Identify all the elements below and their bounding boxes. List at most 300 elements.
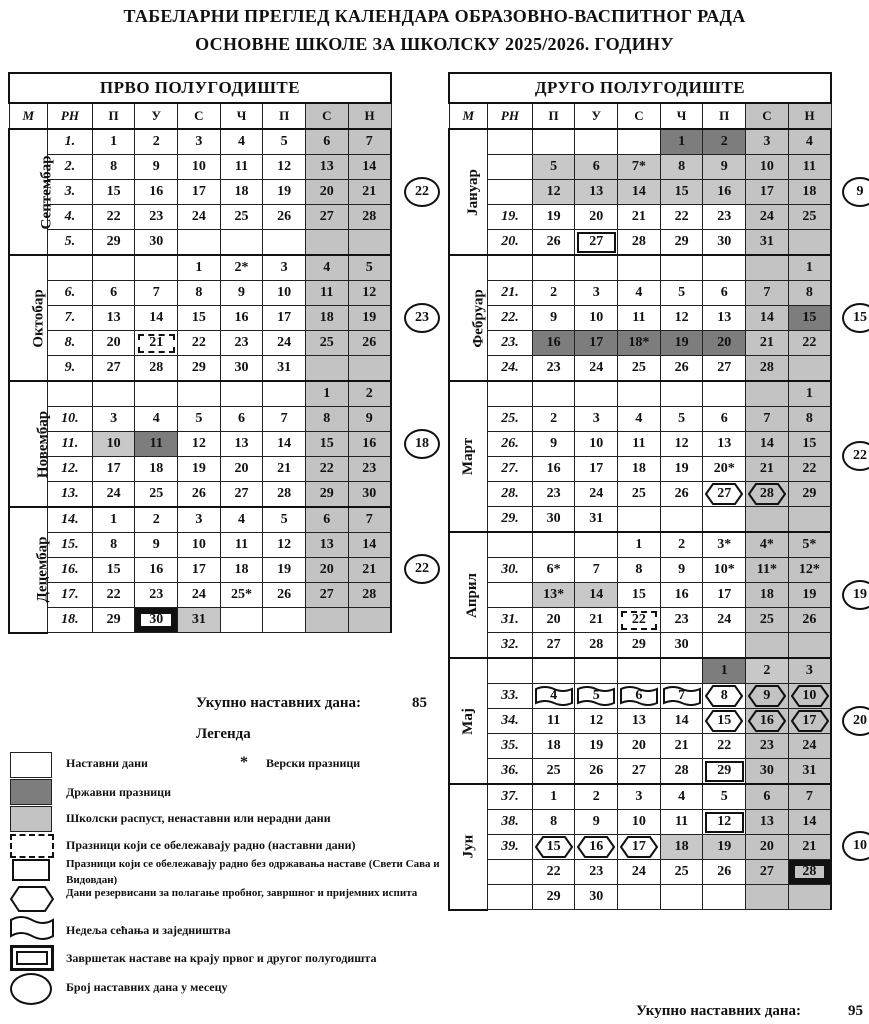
- week-row: [9, 129, 391, 155]
- day-cell: [178, 331, 221, 356]
- day-cell: [532, 129, 575, 155]
- day-number: 11: [632, 436, 646, 451]
- month-day-count: 18: [404, 429, 440, 459]
- day-number: 20: [319, 184, 334, 199]
- day-number: 22: [802, 335, 817, 350]
- day-number: 25*: [230, 587, 252, 602]
- day-number: 25: [759, 612, 774, 627]
- col-header-day: Н: [788, 103, 831, 129]
- week-row: [449, 381, 831, 407]
- week-number: 33.: [488, 684, 533, 709]
- day-number: 25: [674, 864, 689, 879]
- week-number: 32.: [488, 633, 533, 659]
- day-cell: [575, 784, 618, 810]
- day-cell: [135, 432, 178, 457]
- day-number: 4: [237, 512, 245, 527]
- day-number: 23: [674, 612, 689, 627]
- day-number: 8: [805, 411, 813, 426]
- day-cell: [575, 558, 618, 583]
- week-row: [449, 810, 831, 835]
- day-cell: [618, 281, 661, 306]
- day-number: 5: [592, 688, 600, 703]
- col-header-day: С: [618, 103, 661, 129]
- week-row: [9, 432, 391, 457]
- day-cell: [788, 230, 831, 256]
- day-number: 12: [277, 159, 292, 174]
- day-cell: [746, 306, 789, 331]
- day-cell: [788, 180, 831, 205]
- day-number: 18: [631, 461, 646, 476]
- day-number: 25: [631, 360, 646, 375]
- day-cell: [92, 457, 135, 482]
- day-cell: [220, 533, 263, 558]
- week-number: [488, 180, 533, 205]
- day-cell: [788, 583, 831, 608]
- day-cell: [305, 482, 348, 508]
- day-cell: [532, 457, 575, 482]
- day-number: 27: [631, 763, 646, 778]
- day-number: 22: [546, 864, 561, 879]
- day-cell: [263, 281, 306, 306]
- week-number: [488, 155, 533, 180]
- day-cell: [305, 533, 348, 558]
- day-cell: [788, 205, 831, 230]
- day-number: 5: [280, 512, 288, 527]
- day-cell: [746, 532, 789, 558]
- day-number: 13: [319, 159, 334, 174]
- day-cell: [305, 507, 348, 533]
- day-number: 31: [191, 612, 206, 627]
- day-number: 10: [589, 310, 604, 325]
- day-cell: [703, 684, 746, 709]
- week-row: [9, 230, 391, 256]
- day-cell: [135, 155, 178, 180]
- day-cell: [348, 331, 391, 356]
- day-number: 28: [759, 360, 774, 375]
- day-cell: [348, 482, 391, 508]
- day-number: 24: [759, 209, 774, 224]
- day-number: 23: [546, 360, 561, 375]
- day-cell: [220, 457, 263, 482]
- legend-swatch-teaching: [10, 752, 52, 778]
- day-number: 27: [759, 864, 774, 879]
- day-cell: [135, 331, 178, 356]
- day-cell: [575, 709, 618, 734]
- week-number: 17.: [48, 583, 93, 608]
- day-cell: [618, 306, 661, 331]
- day-cell: [746, 255, 789, 281]
- day-cell: [305, 432, 348, 457]
- month-day-count: 20: [842, 706, 869, 736]
- day-number: 2: [720, 134, 728, 149]
- day-cell: [348, 306, 391, 331]
- week-row: [449, 432, 831, 457]
- day-cell: [618, 784, 661, 810]
- week-number: [488, 255, 533, 281]
- legend-state-holiday: Државни празници: [66, 785, 172, 799]
- day-cell: [575, 356, 618, 382]
- month-name: Април: [463, 572, 480, 618]
- month-name: Новембар: [35, 410, 52, 478]
- day-cell: [348, 507, 391, 533]
- month-name: Фебруар: [470, 288, 487, 348]
- day-number: 21: [674, 738, 689, 753]
- day-number: 4: [678, 789, 686, 804]
- week-number: [48, 381, 93, 407]
- day-cell: [263, 381, 306, 407]
- col-header-day: С: [178, 103, 221, 129]
- legend-teaching: Наставни дани: [66, 756, 148, 770]
- day-cell: [263, 558, 306, 583]
- day-cell: [660, 155, 703, 180]
- day-cell: [263, 482, 306, 508]
- day-cell: [532, 633, 575, 659]
- day-cell: [746, 180, 789, 205]
- day-cell: [660, 633, 703, 659]
- day-number: 29: [106, 612, 121, 627]
- day-number: 7: [763, 411, 771, 426]
- day-cell: [618, 432, 661, 457]
- first-semester-heading: ПРВО ПОЛУГОДИШТЕ: [9, 73, 391, 103]
- day-cell: [703, 432, 746, 457]
- day-cell: [263, 129, 306, 155]
- day-number: 3*: [717, 537, 732, 552]
- week-row: [9, 457, 391, 482]
- day-cell: [575, 633, 618, 659]
- day-cell: [305, 306, 348, 331]
- day-number: 28: [149, 360, 164, 375]
- day-cell: [575, 734, 618, 759]
- day-cell: [618, 407, 661, 432]
- day-number: 13: [589, 184, 604, 199]
- day-cell: [305, 180, 348, 205]
- month-label: [9, 381, 52, 507]
- week-row: [9, 407, 391, 432]
- day-number: 6: [323, 512, 331, 527]
- day-cell: [532, 835, 575, 860]
- day-cell: [660, 381, 703, 407]
- day-cell: [220, 482, 263, 508]
- day-number: 22: [191, 335, 206, 350]
- day-cell: [348, 180, 391, 205]
- day-cell: [746, 230, 789, 256]
- day-number: 1: [635, 537, 643, 552]
- day-cell: [618, 507, 661, 533]
- week-number: [488, 532, 533, 558]
- day-cell: [660, 885, 703, 910]
- day-number: 30: [234, 360, 249, 375]
- day-cell: [618, 558, 661, 583]
- day-number: 30: [362, 486, 377, 501]
- week-row: [9, 558, 391, 583]
- day-number: 4: [237, 134, 245, 149]
- day-cell: [532, 608, 575, 633]
- day-cell: [178, 482, 221, 508]
- day-cell: [532, 381, 575, 407]
- day-cell: [660, 608, 703, 633]
- day-number: 23: [589, 864, 604, 879]
- day-number: 15: [319, 436, 334, 451]
- week-number: 13.: [48, 482, 93, 508]
- day-cell: [348, 129, 391, 155]
- day-cell: [220, 432, 263, 457]
- day-number: 8: [195, 285, 203, 300]
- day-cell: [575, 306, 618, 331]
- day-cell: [220, 230, 263, 256]
- day-cell: [305, 230, 348, 256]
- day-cell: [220, 356, 263, 382]
- day-cell: [178, 255, 221, 281]
- day-cell: [746, 407, 789, 432]
- day-cell: [575, 885, 618, 910]
- day-cell: [660, 230, 703, 256]
- day-number: 21: [277, 461, 292, 476]
- week-row: [9, 533, 391, 558]
- day-number: 25: [546, 763, 561, 778]
- month-name: Мај: [460, 707, 477, 735]
- day-number: 2: [763, 663, 771, 678]
- day-number: 9: [365, 411, 373, 426]
- day-cell: [703, 633, 746, 659]
- day-number: 12: [546, 184, 561, 199]
- day-cell: [660, 835, 703, 860]
- day-cell: [575, 457, 618, 482]
- day-cell: [92, 281, 135, 306]
- day-cell: [305, 205, 348, 230]
- day-number: 19: [802, 587, 817, 602]
- day-number: 23: [362, 461, 377, 476]
- day-cell: [703, 255, 746, 281]
- day-number: 10: [106, 436, 121, 451]
- day-cell: [660, 306, 703, 331]
- day-number: 1: [720, 663, 728, 678]
- day-number: 3: [195, 512, 203, 527]
- day-number: 11: [320, 285, 334, 300]
- week-number: 4.: [48, 205, 93, 230]
- day-number: 20: [759, 839, 774, 854]
- legend-wave-icon: [10, 914, 54, 942]
- day-cell: [746, 507, 789, 533]
- day-cell: [305, 255, 348, 281]
- day-cell: [703, 457, 746, 482]
- day-cell: [220, 583, 263, 608]
- day-number: 6: [720, 411, 728, 426]
- day-cell: [135, 306, 178, 331]
- day-cell: [703, 734, 746, 759]
- day-number: 3: [195, 134, 203, 149]
- day-cell: [135, 533, 178, 558]
- day-number: 23: [759, 738, 774, 753]
- day-number: 21: [759, 461, 774, 476]
- week-row: [449, 709, 831, 734]
- day-cell: [703, 331, 746, 356]
- day-number: 13*: [543, 587, 565, 602]
- day-number: 10: [191, 537, 206, 552]
- day-cell: [92, 356, 135, 382]
- week-row: [9, 180, 391, 205]
- day-cell: [263, 583, 306, 608]
- day-number: 9: [237, 285, 245, 300]
- day-number: 10: [802, 688, 817, 703]
- month-name: Октобар: [30, 288, 47, 348]
- day-number: 11: [632, 310, 646, 325]
- week-number: 24.: [488, 356, 533, 382]
- day-number: 19: [362, 310, 377, 325]
- day-cell: [788, 633, 831, 659]
- week-row: [449, 180, 831, 205]
- day-number: 22: [106, 209, 121, 224]
- day-number: 9: [678, 562, 686, 577]
- day-cell: [348, 356, 391, 382]
- day-cell: [532, 281, 575, 306]
- week-row: [449, 658, 831, 684]
- month-label: [449, 381, 488, 532]
- day-cell: [618, 860, 661, 885]
- day-cell: [92, 482, 135, 508]
- day-cell: [660, 507, 703, 533]
- day-number: 23: [546, 486, 561, 501]
- day-number: 25: [319, 335, 334, 350]
- second-semester-table: [448, 72, 832, 911]
- day-cell: [660, 356, 703, 382]
- day-cell: [532, 407, 575, 432]
- day-cell: [135, 558, 178, 583]
- day-number: 18: [546, 738, 561, 753]
- day-cell: [92, 155, 135, 180]
- day-number: 31: [277, 360, 292, 375]
- day-cell: [703, 784, 746, 810]
- week-number: [488, 129, 533, 155]
- day-number: 27: [546, 637, 561, 652]
- day-cell: [788, 356, 831, 382]
- day-number: 4: [805, 134, 813, 149]
- day-number: 18: [234, 562, 249, 577]
- day-number: 28: [759, 486, 774, 501]
- day-number: 2: [365, 386, 373, 401]
- day-cell: [746, 583, 789, 608]
- day-number: 8: [678, 159, 686, 174]
- day-number: 30: [759, 763, 774, 778]
- day-cell: [305, 381, 348, 407]
- week-row: [449, 885, 831, 910]
- day-cell: [618, 381, 661, 407]
- day-number: 7: [365, 134, 373, 149]
- day-cell: [135, 583, 178, 608]
- day-cell: [575, 482, 618, 507]
- week-number: 28.: [488, 482, 533, 507]
- day-number: 24: [589, 486, 604, 501]
- day-cell: [305, 407, 348, 432]
- week-number: 5.: [48, 230, 93, 256]
- day-number: 18*: [628, 335, 650, 350]
- week-row: [449, 558, 831, 583]
- week-number: 37.: [488, 784, 533, 810]
- col-header-week-number: РН: [48, 103, 93, 129]
- week-row: [9, 583, 391, 608]
- week-number: 34.: [488, 709, 533, 734]
- day-number: 30: [149, 612, 164, 627]
- day-cell: [178, 281, 221, 306]
- day-number: 7: [763, 285, 771, 300]
- day-number: 27: [319, 587, 334, 602]
- day-number: 26: [362, 335, 377, 350]
- day-cell: [746, 381, 789, 407]
- day-cell: [532, 734, 575, 759]
- month-name: Децембар: [34, 536, 51, 603]
- day-number: 19: [717, 839, 732, 854]
- day-number: 28: [802, 864, 817, 879]
- legend-end-of-term: Завршетак наставе на крају првог и другог полугодишта: [66, 951, 377, 965]
- day-number: 12: [674, 436, 689, 451]
- week-row: [449, 784, 831, 810]
- day-cell: [788, 306, 831, 331]
- day-cell: [703, 558, 746, 583]
- day-number: 14: [802, 814, 817, 829]
- day-number: 4: [635, 411, 643, 426]
- legend-swatch-state-holiday: [10, 779, 52, 805]
- day-number: 10*: [713, 562, 735, 577]
- day-cell: [92, 507, 135, 533]
- day-cell: [660, 482, 703, 507]
- day-number: 5: [720, 789, 728, 804]
- day-cell: [532, 860, 575, 885]
- day-number: 20: [631, 738, 646, 753]
- day-number: 13: [319, 537, 334, 552]
- day-number: 15: [546, 839, 561, 854]
- day-cell: [746, 205, 789, 230]
- month-label: [449, 532, 488, 658]
- day-number: 5: [280, 134, 288, 149]
- day-number: 17: [717, 587, 732, 602]
- day-number: 16: [149, 184, 164, 199]
- first-semester-table: [8, 72, 392, 634]
- day-number: 7: [805, 789, 813, 804]
- day-cell: [746, 356, 789, 382]
- day-number: 10: [589, 436, 604, 451]
- day-number: 28: [674, 763, 689, 778]
- day-cell: [532, 532, 575, 558]
- day-cell: [220, 608, 263, 633]
- day-number: 3: [805, 663, 813, 678]
- day-cell: [660, 558, 703, 583]
- day-number: 20: [717, 335, 732, 350]
- day-cell: [618, 230, 661, 256]
- day-number: 28: [362, 587, 377, 602]
- day-number: 4*: [759, 537, 774, 552]
- month-day-count: 22: [404, 177, 440, 207]
- day-cell: [703, 306, 746, 331]
- day-cell: [263, 533, 306, 558]
- day-cell: [135, 230, 178, 256]
- day-cell: [178, 356, 221, 382]
- day-number: 21: [362, 184, 377, 199]
- day-cell: [135, 608, 178, 633]
- day-number: 25: [234, 209, 249, 224]
- month-day-count: 10: [842, 831, 869, 861]
- week-number: 26.: [488, 432, 533, 457]
- day-number: 5: [195, 411, 203, 426]
- day-number: 23: [149, 209, 164, 224]
- first-total-label: Укупно наставних дана:: [196, 695, 361, 711]
- week-row: [9, 356, 391, 382]
- week-number: 19.: [488, 205, 533, 230]
- day-cell: [575, 507, 618, 533]
- day-cell: [92, 129, 135, 155]
- week-row: [449, 532, 831, 558]
- day-number: 15: [717, 713, 732, 728]
- day-cell: [703, 658, 746, 684]
- day-number: 22: [106, 587, 121, 602]
